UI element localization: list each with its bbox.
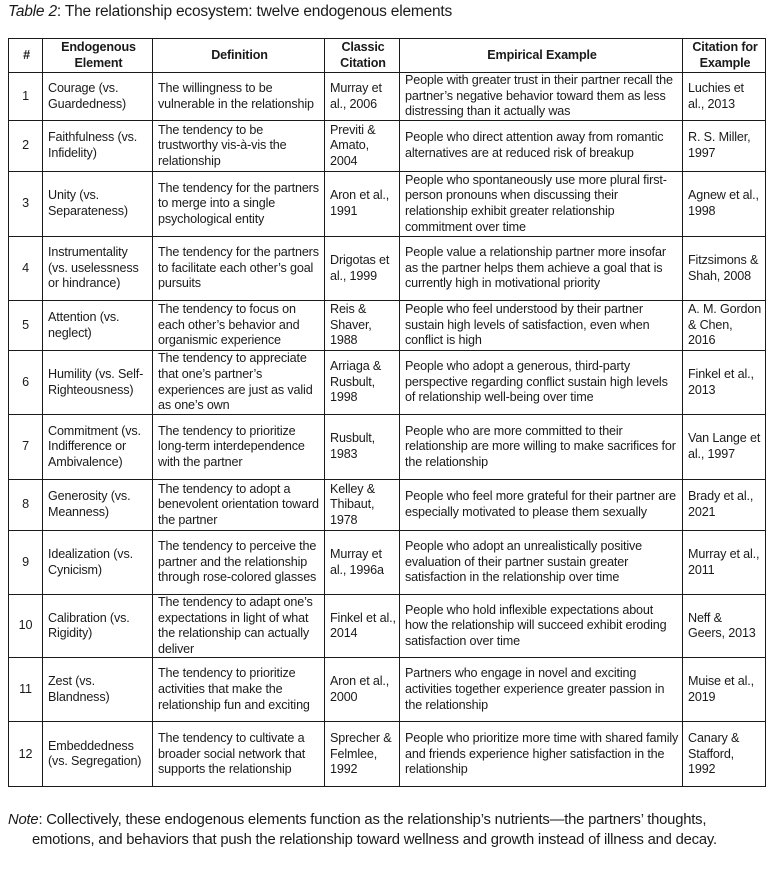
caption-text: : The relationship ecosystem: twelve endogenous elements xyxy=(56,3,453,20)
element-cell: Instrumentality (vs. uselessness or hindrance) xyxy=(43,237,153,301)
header-empirical-example: Empirical Example xyxy=(400,39,683,73)
element-cell: Generosity (vs. Meanness) xyxy=(43,480,153,531)
header-citation-for-example: Citation for Example xyxy=(683,39,766,73)
classic-citation-cell: Murray et al., 1996a xyxy=(325,531,400,595)
definition-cell: The willingness to be vulnerable in the relationship xyxy=(153,73,325,121)
definition-cell: The tendency for the partners to merge into a single psychological entity xyxy=(153,172,325,237)
row-number: 8 xyxy=(9,480,43,531)
element-cell: Attention (vs. neglect) xyxy=(43,301,153,351)
classic-citation-cell: Murray et al., 2006 xyxy=(325,73,400,121)
row-number: 6 xyxy=(9,351,43,415)
definition-cell: The tendency to appreciate that one’s partner’s experiences are just as valid as one’s own xyxy=(153,351,325,415)
table-note xyxy=(8,810,732,850)
example-cell: People value a relationship partner more insofar as the partner helps them achieve a goal that is currently high in motivational priority xyxy=(400,237,683,301)
example-cell: Partners who engage in novel and exciting activities together experience greater passion in the relationship xyxy=(400,658,683,722)
definition-cell: The tendency for the partners to facilitate each other’s goal pursuits xyxy=(153,237,325,301)
example-cell: People who feel understood by their partner sustain high levels of satisfaction, even when conflict is high xyxy=(400,301,683,351)
example-citation-cell: Canary & Stafford, 1992 xyxy=(683,722,766,787)
classic-citation-cell: Finkel et al., 2014 xyxy=(325,595,400,658)
element-cell: Calibration (vs. Rigidity) xyxy=(43,595,153,658)
example-cell: People with greater trust in their partner recall the partner’s negative behavior toward them as less distressing than it actually was xyxy=(400,73,683,121)
classic-citation-cell: Aron et al., 2000 xyxy=(325,658,400,722)
table-row xyxy=(9,658,766,722)
element-cell: Courage (vs. Guardedness) xyxy=(43,73,153,121)
row-number: 1 xyxy=(9,73,43,121)
table-row xyxy=(9,73,766,121)
classic-citation-cell: Arriaga & Rusbult, 1998 xyxy=(325,351,400,415)
definition-cell: The tendency to prioritize long-term interdependence with the partner xyxy=(153,415,325,480)
table-row xyxy=(9,531,766,595)
example-citation-cell: A. M. Gordon & Chen, 2016 xyxy=(683,301,766,351)
definition-cell: The tendency to focus on each other’s behavior and organismic experience xyxy=(153,301,325,351)
example-citation-cell: Agnew et al., 1998 xyxy=(683,172,766,237)
classic-citation-cell: Kelley & Thibaut, 1978 xyxy=(325,480,400,531)
table-row xyxy=(9,480,766,531)
example-citation-cell: Luchies et al., 2013 xyxy=(683,73,766,121)
table-row xyxy=(9,121,766,172)
example-citation-cell: Neff & Geers, 2013 xyxy=(683,595,766,658)
table-row xyxy=(9,722,766,787)
example-citation-cell: Fitzsimons & Shah, 2008 xyxy=(683,237,766,301)
row-number: 7 xyxy=(9,415,43,480)
table-row xyxy=(9,172,766,237)
example-citation-cell: Muise et al., 2019 xyxy=(683,658,766,722)
example-citation-cell: Brady et al., 2021 xyxy=(683,480,766,531)
example-cell: People who adopt a generous, third-party perspective regarding conflict sustain high levels of relationship well-being over time xyxy=(400,351,683,415)
example-cell: People who hold inflexible expectations about how the relationship will succeed exhibit eroding satisfaction over time xyxy=(400,595,683,658)
element-cell: Zest (vs. Blandness) xyxy=(43,658,153,722)
row-number: 2 xyxy=(9,121,43,172)
header-definition: Definition xyxy=(153,39,325,73)
table-header-row xyxy=(9,39,766,73)
caption-label: Table 2 xyxy=(8,3,57,20)
table-row xyxy=(9,595,766,658)
table-row xyxy=(9,237,766,301)
row-number: 4 xyxy=(9,237,43,301)
row-number: 9 xyxy=(9,531,43,595)
example-cell: People who spontaneously use more plural first-person pronouns when discussing their relationship exhibit greater relationship commitment over time xyxy=(400,172,683,237)
note-text: : Collectively, these endogenous elements function as the relationship’s nutrients—the partners’ thoughts, emotions, and behaviors that push the relationship toward wellness and growth instead of illness and decay. xyxy=(32,812,717,848)
header-element: Endogenous Element xyxy=(43,39,153,73)
row-number: 10 xyxy=(9,595,43,658)
example-citation-cell: Finkel et al., 2013 xyxy=(683,351,766,415)
example-citation-cell: Murray et al., 2011 xyxy=(683,531,766,595)
classic-citation-cell: Previti & Amato, 2004 xyxy=(325,121,400,172)
example-citation-cell: Van Lange et al., 1997 xyxy=(683,415,766,480)
row-number: 3 xyxy=(9,172,43,237)
note-label: Note xyxy=(8,812,39,828)
example-cell: People who feel more grateful for their partner are especially motivated to please them sexually xyxy=(400,480,683,531)
example-cell: People who prioritize more time with shared family and friends experience higher satisfaction in the relationship xyxy=(400,722,683,787)
definition-cell: The tendency to cultivate a broader social network that supports the relationship xyxy=(153,722,325,787)
header-classic-citation: Classic Citation xyxy=(325,39,400,73)
definition-cell: The tendency to perceive the partner and the relationship through rose-colored glasses xyxy=(153,531,325,595)
example-cell: People who are more committed to their relationship are more willing to make sacrifices for the relationship xyxy=(400,415,683,480)
table-row xyxy=(9,301,766,351)
classic-citation-cell: Drigotas et al., 1999 xyxy=(325,237,400,301)
example-citation-cell: R. S. Miller, 1997 xyxy=(683,121,766,172)
table-caption xyxy=(8,3,452,21)
definition-cell: The tendency to adapt one’s expectations in light of what the relationship can actually deliver xyxy=(153,595,325,658)
row-number: 5 xyxy=(9,301,43,351)
table-row xyxy=(9,415,766,480)
element-cell: Commitment (vs. Indifference or Ambivalence) xyxy=(43,415,153,480)
definition-cell: The tendency to be trustworthy vis-à-vis the relationship xyxy=(153,121,325,172)
definition-cell: The tendency to prioritize activities that make the relationship fun and exciting xyxy=(153,658,325,722)
row-number: 12 xyxy=(9,722,43,787)
element-cell: Idealization (vs. Cynicism) xyxy=(43,531,153,595)
row-number: 11 xyxy=(9,658,43,722)
element-cell: Humility (vs. Self-Righteousness) xyxy=(43,351,153,415)
element-cell: Embeddedness (vs. Segregation) xyxy=(43,722,153,787)
element-cell: Faithfulness (vs. Infidelity) xyxy=(43,121,153,172)
endogenous-elements-table xyxy=(8,38,766,787)
header-number: # xyxy=(9,39,43,73)
example-cell: People who direct attention away from romantic alternatives are at reduced risk of breakup xyxy=(400,121,683,172)
classic-citation-cell: Sprecher & Felmlee, 1992 xyxy=(325,722,400,787)
example-cell: People who adopt an unrealistically positive evaluation of their partner sustain greater satisfaction in the relationship over time xyxy=(400,531,683,595)
classic-citation-cell: Rusbult, 1983 xyxy=(325,415,400,480)
table-row xyxy=(9,351,766,415)
element-cell: Unity (vs. Separateness) xyxy=(43,172,153,237)
definition-cell: The tendency to adopt a benevolent orientation toward the partner xyxy=(153,480,325,531)
classic-citation-cell: Aron et al., 1991 xyxy=(325,172,400,237)
classic-citation-cell: Reis & Shaver, 1988 xyxy=(325,301,400,351)
